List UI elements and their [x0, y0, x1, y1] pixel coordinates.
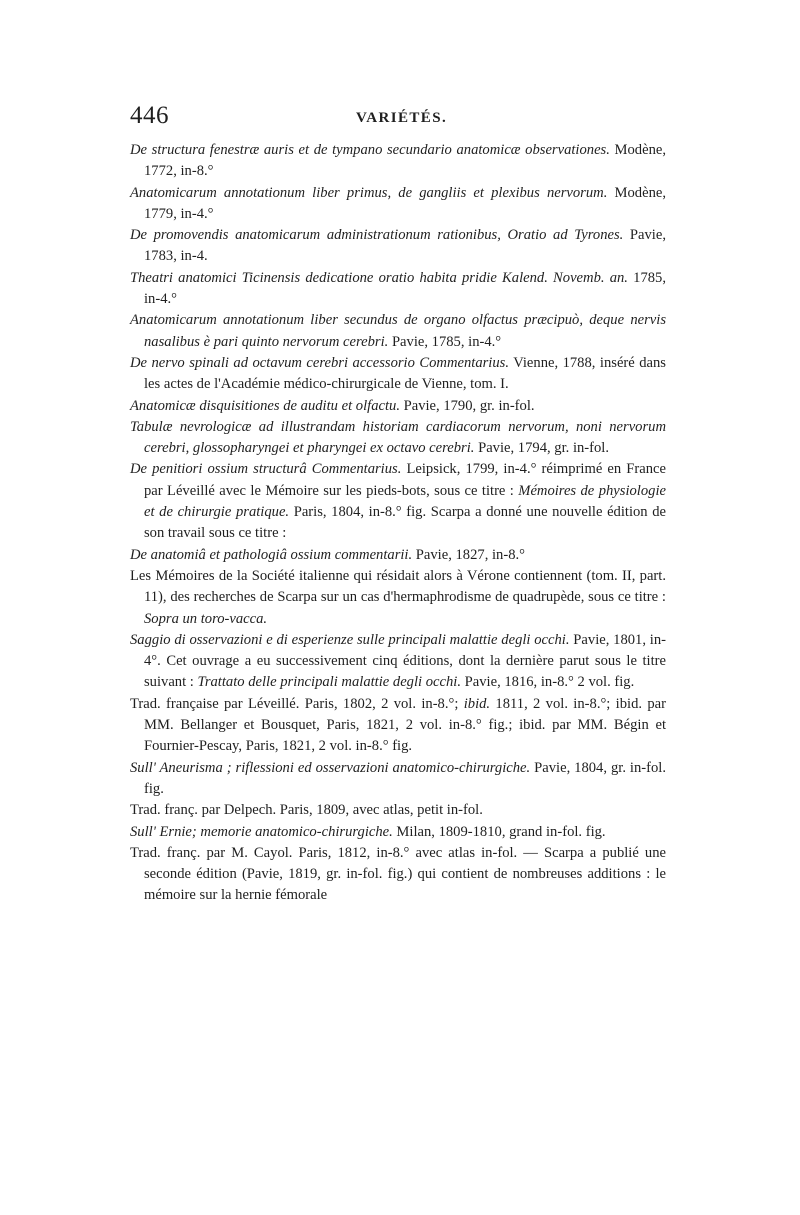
work-title: Anatomicarum annotationum liber primus, de gangliis et plexibus nervorum.	[130, 184, 608, 201]
bibliography-entry	[128, 268, 666, 311]
bibliography-entry	[128, 566, 666, 630]
page-number: 446	[130, 102, 169, 129]
bibliography-entry	[128, 225, 666, 268]
bibliography-entry	[128, 843, 666, 907]
bibliography-entry	[128, 545, 666, 566]
publication-details: Pavie, 1816, in-8.° 2 vol. fig.	[461, 674, 635, 691]
publication-details: Pavie, 1785, in-4.°	[388, 333, 502, 350]
work-title: De promovendis anatomicarum administrationum rationibus, Oratio ad Tyrones.	[130, 227, 624, 244]
bibliography-entry	[128, 310, 666, 353]
work-title: De structura fenestræ auris et de tympano secundario anatomicæ observationes.	[130, 142, 610, 158]
bibliography-entry	[128, 459, 666, 544]
publication-details: 1785, in-4.°	[144, 269, 667, 308]
bibliography-entry	[128, 694, 666, 758]
work-title: ibid.	[463, 695, 491, 712]
work-title: Trattato delle principali malattie degli occhi.	[197, 674, 461, 691]
publication-details: Pavie, 1827, in-8.°	[412, 546, 525, 563]
work-title: De nervo spinali ad octavum cerebri accessorio Commentarius.	[130, 354, 509, 371]
bibliography-entry	[128, 800, 666, 821]
work-title: De anatomiâ et pathologiâ ossium commentarii.	[130, 546, 413, 563]
publication-details: Pavie, 1804, gr. in-fol. fig.	[144, 759, 666, 797]
work-title: Saggio di osservazioni e di esperienze sulle principali malattie degli occhi.	[130, 631, 570, 648]
publication-details: Trad. franç. par M. Cayol. Paris, 1812, in-8.° avec atlas in-fol. — Scarpa a publié une seconde édition (Pavie, 1819, gr. in-fol. fig.) qui contient de nombreuses additions : le mémoire sur la hernie fémorale	[130, 844, 666, 904]
work-title: Tabulæ nevrologicæ ad illustrandam historiam cardiacorum nervorum, noni nervorum cerebri, glossopharyngei et pharyngei ex octavo cerebri.	[130, 418, 666, 457]
work-title: Anatomicarum annotationum liber secundus de organo olfactus præcipuò, deque nervis nasalibus è pari quinto nervorum cerebri.	[130, 312, 666, 350]
publication-details: Pavie, 1783, in-4.	[144, 227, 666, 265]
work-title: Anatomicæ disquisitiones de auditu et olfactu.	[130, 397, 400, 414]
publication-details: Leipsick, 1799, in-4.° réimprimé en France par Léveillé avec le Mémoire sur les pieds-bots, sous ce titre :	[144, 461, 667, 499]
publication-details: Pavie, 1790, gr. in-fol.	[399, 397, 535, 414]
bibliography-entry	[128, 758, 666, 801]
bibliography-entry	[128, 822, 666, 843]
bibliography-entry	[128, 183, 666, 226]
publication-details: Milan, 1809-1810, grand in-fol. fig.	[392, 823, 606, 840]
publication-details: Paris, 1804, in-8.° fig. Scarpa a donné une nouvelle édition de son travail sous ce titre :	[144, 504, 667, 542]
publication-details: Trad. franç. par Delpech. Paris, 1809, avec atlas, petit in-fol.	[130, 802, 483, 819]
bibliography-entry	[128, 417, 666, 460]
publication-details: Modène, 1779, in-4.°	[144, 184, 666, 222]
publication-details: Modène, 1772, in-8.°	[144, 142, 666, 180]
work-title: Mémoires de physiologie et de chirurgie pratique.	[144, 482, 666, 521]
publication-details: Trad. française par Léveillé. Paris, 1802, 2 vol. in-8.°;	[130, 695, 464, 712]
work-title: Sull' Ernie; memorie anatomico-chirurgiche.	[130, 823, 393, 840]
work-title: De penitiori ossium structurâ Commentarius.	[130, 461, 402, 478]
publication-details: Pavie, 1801, in-4°. Cet ouvrage a eu successivement cinq éditions, dont la dernière parut sous le titre suivant :	[144, 631, 666, 691]
publication-details: Vienne, 1788, inséré dans les actes de l'Académie médico-chirurgicale de Vienne, tom. I.	[144, 354, 666, 393]
running-head: VARIÉTÉS.	[356, 110, 448, 126]
bibliography-entry	[128, 396, 666, 417]
publication-details: Les Mémoires de la Société italienne qui résidait alors à Vérone contiennent (tom. II, part. 11), des recherches de Scarpa sur un cas d'hermaphrodisme de quadrupède, sous ce titre :	[130, 567, 666, 606]
work-title: Sull' Aneurisma ; riflessioni ed osservazioni anatomico-chirurgiche.	[130, 759, 531, 776]
work-title: Theatri anatomici Ticinensis dedicatione oratio habita pridie Kalend. Novemb. an.	[130, 269, 628, 286]
bibliography-entry	[128, 630, 666, 694]
bibliography-entry	[128, 353, 666, 396]
work-title: Sopra un toro-vacca.	[144, 610, 268, 627]
publication-details: 1811, 2 vol. in-8.°; ibid. par MM. Bellanger et Bousquet, Paris, 1821, 2 vol. in-8.° fig.; ibid. par MM. Bégin et Fournier-Pescay, Paris, 1821, 2 vol. in-8.° fig.	[144, 695, 666, 755]
publication-details: Pavie, 1794, gr. in-fol.	[474, 440, 610, 457]
bibliography-entry	[128, 140, 666, 183]
page-header	[130, 102, 670, 134]
body-text	[128, 140, 666, 907]
